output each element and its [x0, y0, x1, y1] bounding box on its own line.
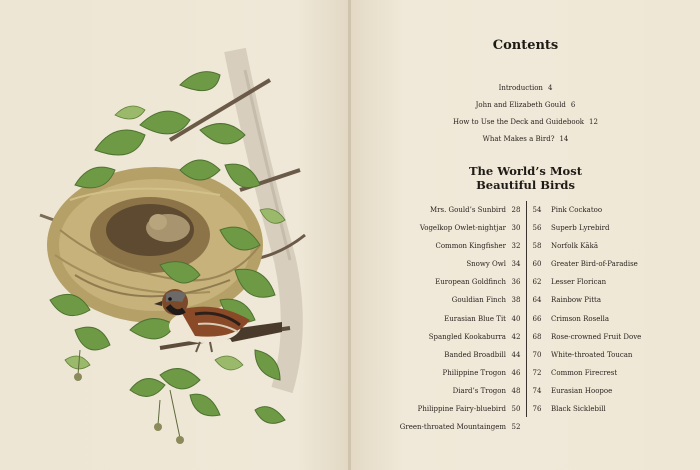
bird-name: Rose-crowned Fruit Dove [551, 332, 642, 341]
bird-entry[interactable] [400, 273, 524, 291]
bird-page-number: 50 [511, 405, 521, 414]
bird-entry[interactable] [529, 310, 641, 328]
bird-page-number: 56 [532, 224, 542, 233]
bird-entry[interactable] [529, 255, 641, 273]
bird-entry[interactable] [529, 219, 641, 237]
bird-name: Black Sicklebill [551, 405, 606, 414]
bird-page-number: 58 [532, 242, 542, 251]
front-matter-page: 6 [570, 101, 576, 109]
bird-name: White-throated Toucan [551, 350, 633, 359]
bird-name: Philippine Trogon [442, 368, 506, 377]
bird-page-number: 64 [532, 296, 542, 305]
front-matter-page: 4 [547, 84, 553, 92]
bird-page-number: 72 [532, 368, 542, 377]
bird-page-number: 62 [532, 278, 542, 287]
front-matter-title: Introduction [498, 84, 543, 92]
bird-entry[interactable] [400, 346, 524, 364]
bird-entry[interactable] [400, 201, 524, 219]
bird-name: Common Kingfisher [435, 242, 506, 251]
bird-entry[interactable] [529, 291, 641, 309]
bird-page-number: 52 [511, 423, 521, 432]
bird-name: European Goldfinch [435, 278, 506, 287]
bird-page-number: 48 [511, 386, 521, 395]
bird-page-number: 28 [511, 206, 521, 214]
bird-page-number: 54 [532, 206, 542, 214]
front-matter-page: 12 [589, 118, 598, 126]
bird-page-number: 40 [511, 314, 521, 323]
bird-name: Spangled Kookaburra [428, 332, 506, 341]
front-matter-item[interactable] [351, 131, 700, 148]
bird-name: Eurasian Blue Tit [444, 314, 506, 323]
bird-page-number: 74 [532, 386, 542, 395]
bird-entry[interactable] [400, 382, 524, 400]
bird-page-number: 44 [511, 350, 521, 359]
bird-entry[interactable] [400, 237, 524, 255]
bird-page-number: 38 [511, 296, 521, 305]
bird-name: Common Firecrest [551, 368, 618, 377]
left-page [0, 0, 349, 470]
bird-entry[interactable] [400, 364, 524, 382]
column-divider [526, 201, 527, 417]
bird-page-number: 76 [532, 405, 542, 414]
bird-entry[interactable] [529, 237, 641, 255]
front-matter-item[interactable] [351, 80, 700, 97]
bird-page-number: 34 [511, 260, 521, 269]
bird-entry[interactable] [400, 418, 524, 436]
bird-name: Greater Bird-of-Paradise [551, 260, 638, 269]
bird-entry[interactable] [400, 400, 524, 418]
bird-page-number: 32 [511, 242, 521, 251]
bird-entry[interactable] [529, 382, 641, 400]
bird-name: Diard’s Trogon [452, 386, 506, 395]
bird-name: Vogelkop Owlet-nightjar [419, 224, 506, 233]
bird-entry[interactable] [529, 400, 641, 418]
contents-heading: Contents [492, 38, 559, 53]
bird-name: Pink Cockatoo [551, 206, 603, 214]
bird-entry[interactable] [529, 346, 641, 364]
bird-page-number: 70 [532, 350, 542, 359]
front-matter-title: How to Use the Deck and Guidebook [453, 118, 585, 126]
bird-list-right [529, 201, 641, 418]
bird-name: Crimson Rosella [551, 314, 609, 323]
bird-name: Mrs. Gould’s Sunbird [430, 206, 506, 214]
bird-entry[interactable] [400, 291, 524, 309]
bird-name: Philippine Fairy-bluebird [417, 405, 506, 414]
bird-page-number: 46 [511, 368, 521, 377]
section-heading [351, 164, 700, 192]
bird-name: Norfolk Kākā [551, 242, 599, 251]
bird-page-number: 60 [532, 260, 542, 269]
front-matter-page: 14 [559, 135, 569, 143]
bird-entry[interactable] [529, 201, 641, 219]
bird-list-left [400, 201, 524, 436]
bird-entry[interactable] [529, 364, 641, 382]
front-matter-title: What Makes a Bird? [482, 135, 555, 143]
bird-name: Snowy Owl [466, 260, 506, 269]
nest-and-sparrow-illustration [20, 30, 320, 450]
bird-name: Superb Lyrebird [551, 224, 610, 233]
bird-page-number: 42 [511, 332, 521, 341]
front-matter-title: John and Elizabeth Gould [475, 101, 566, 109]
bird-page-number: 66 [532, 314, 542, 323]
front-matter-item[interactable] [351, 114, 700, 131]
bird-name: Banded Broadbill [444, 350, 506, 359]
bird-page-number: 36 [511, 278, 521, 287]
bird-entry[interactable] [400, 310, 524, 328]
bird-name: Rainbow Pitta [551, 296, 602, 305]
bird-name: Gouldian Finch [451, 296, 506, 305]
front-matter-item[interactable] [351, 97, 700, 114]
bird-page-number: 30 [511, 224, 521, 233]
bird-name: Eurasian Hoopoe [551, 386, 613, 395]
section-heading-line2: Beautiful Birds [476, 178, 575, 192]
bird-entry[interactable] [529, 273, 641, 291]
bird-name: Lesser Florican [551, 278, 607, 287]
section-heading-line1: The World’s Most [468, 164, 583, 178]
front-matter-list [351, 80, 700, 148]
bird-entry[interactable] [400, 255, 524, 273]
bird-name: Green-throated Mountaingem [399, 423, 506, 432]
bird-page-number: 68 [532, 332, 542, 341]
bird-entry[interactable] [400, 219, 524, 237]
right-page [351, 0, 700, 470]
bird-entry[interactable] [529, 328, 641, 346]
bird-entry[interactable] [400, 328, 524, 346]
